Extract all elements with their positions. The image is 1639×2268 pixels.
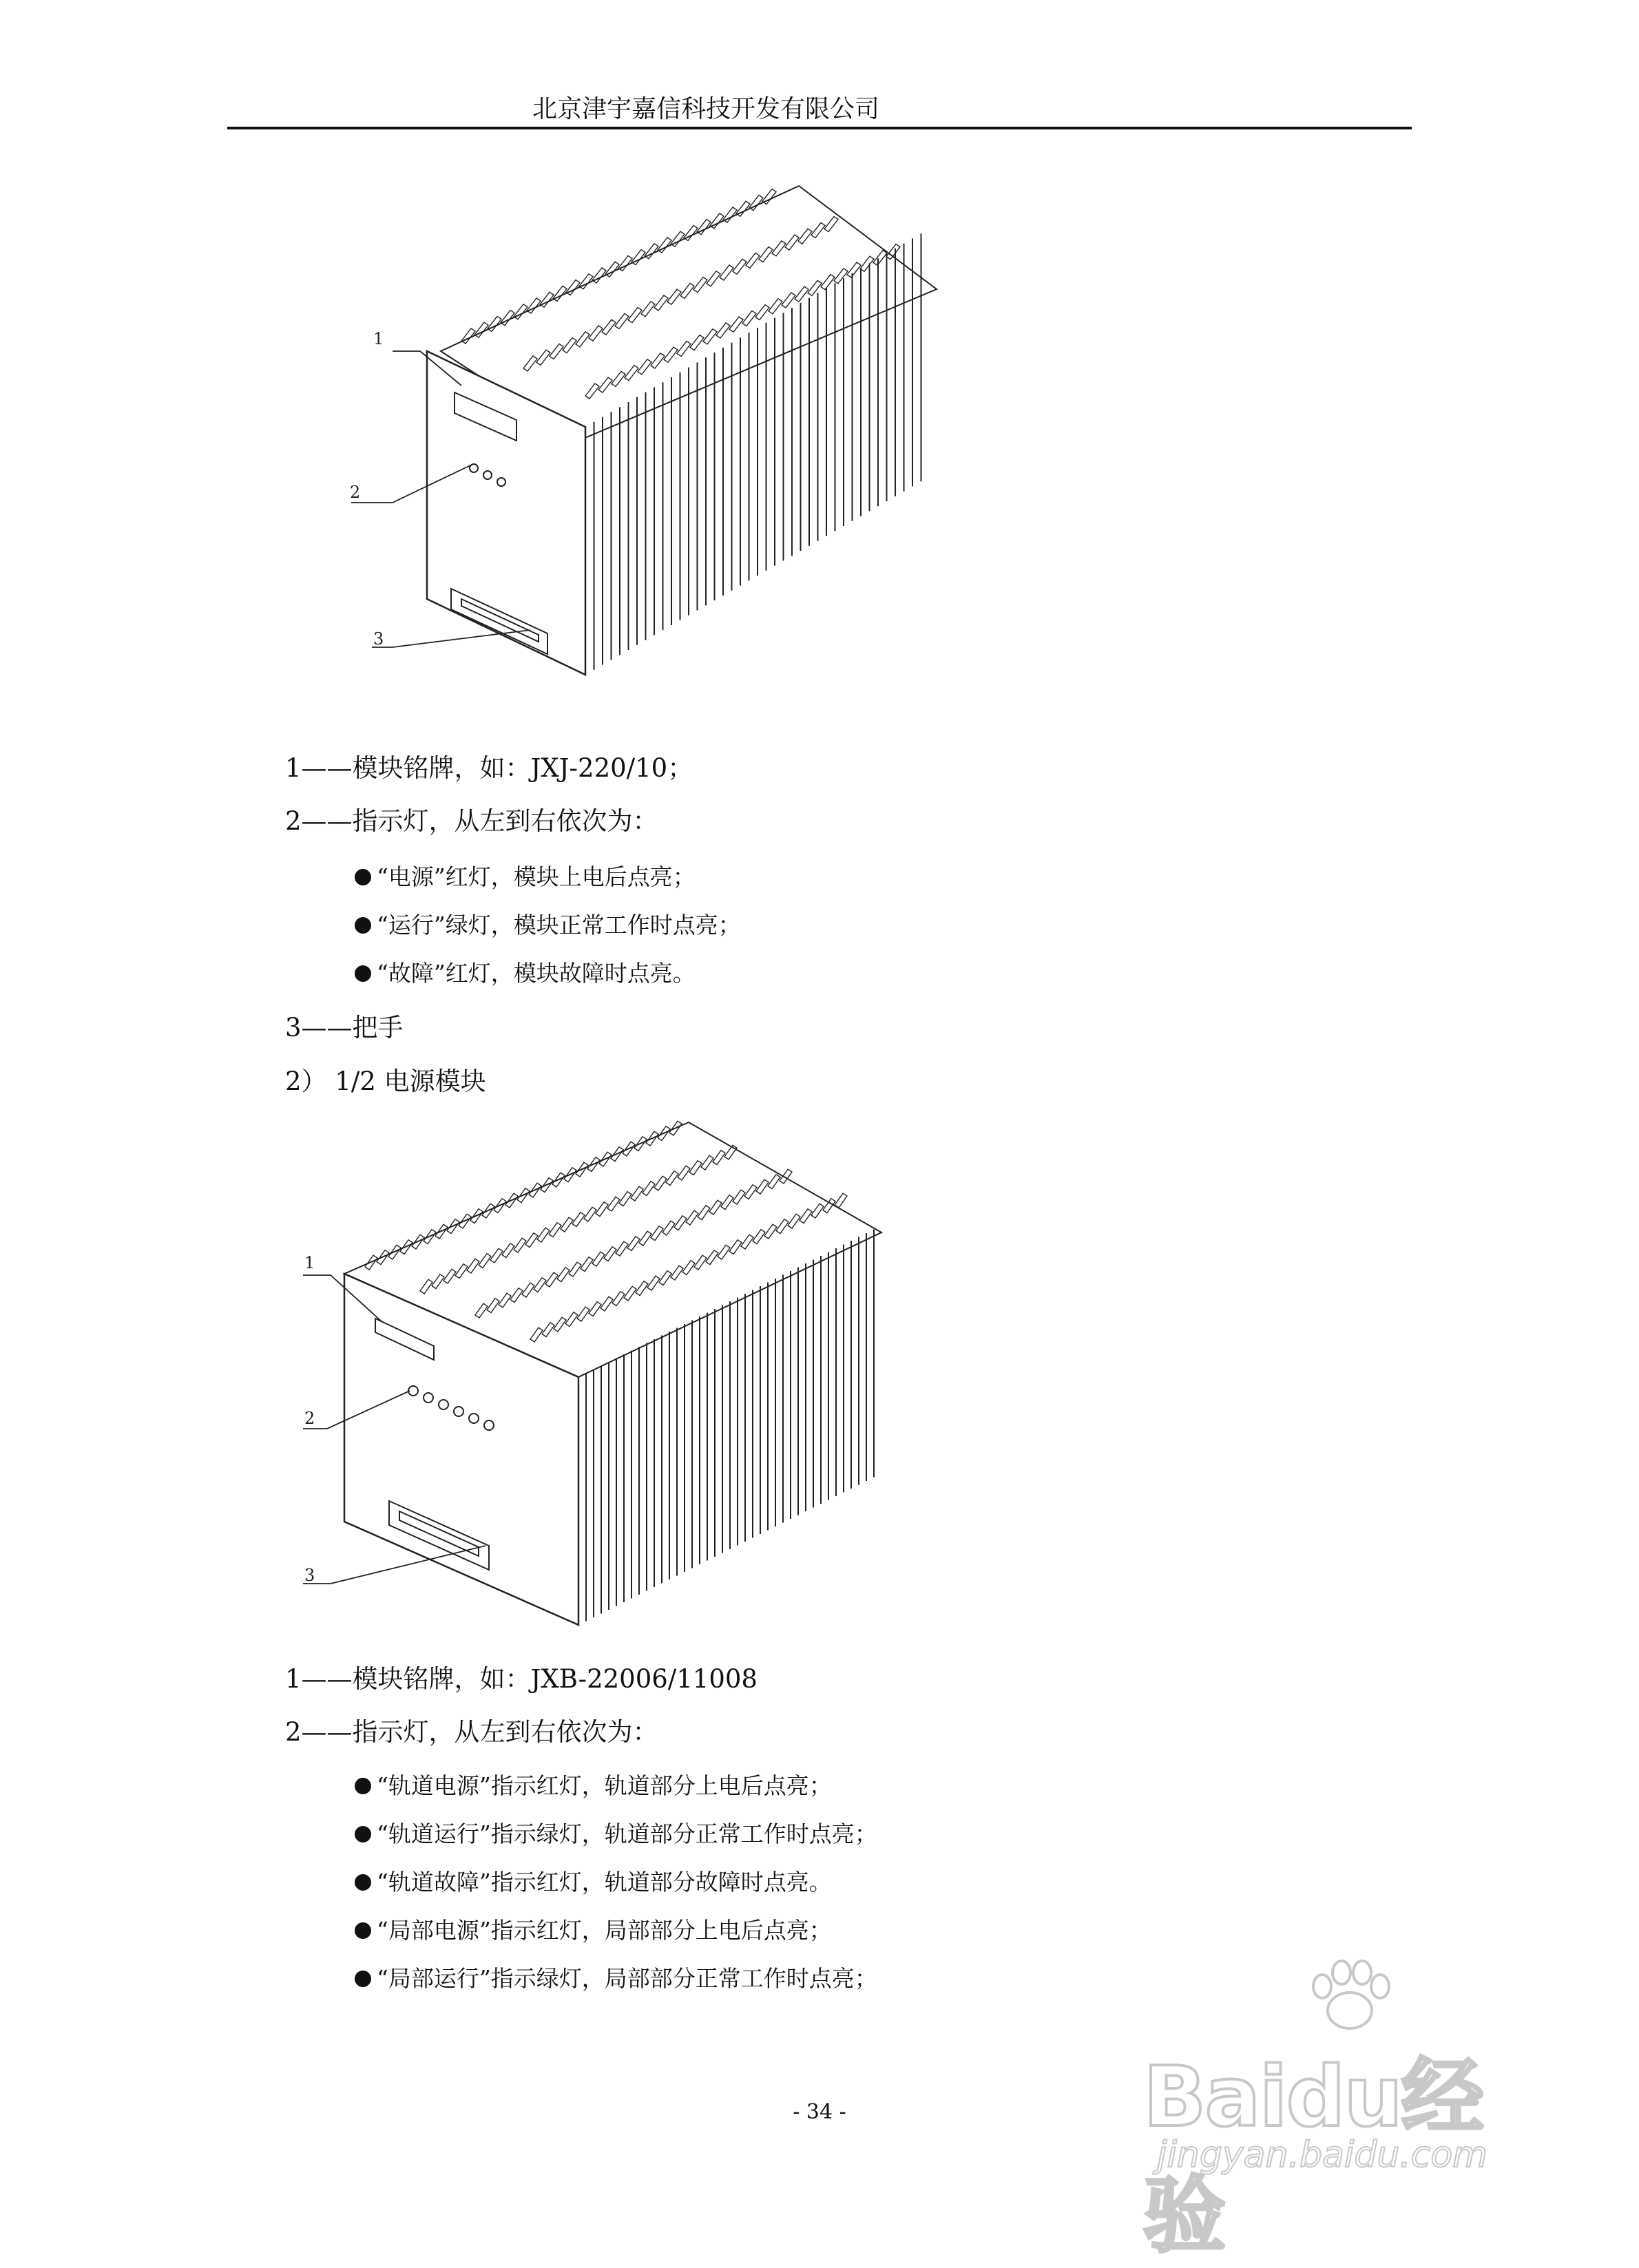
- baidu-jingyan-watermark: [1129, 1955, 1543, 2264]
- fig2-callout-2: 2: [304, 1409, 315, 1428]
- fig1-bullet-2: [355, 907, 741, 940]
- page-number: - 34 -: [793, 2100, 846, 2124]
- fig2-bullet-4-text: “局部电源”指示红灯，局部部分上电后点亮；: [377, 1917, 832, 1944]
- bullet-dot: [355, 1971, 371, 1987]
- fig2-bullet-1-text: “轨道电源”指示红灯，轨道部分上电后点亮；: [377, 1772, 832, 1799]
- bullet-dot: [355, 1874, 371, 1891]
- fig1-item-1: 1——模块铭牌，如：JXJ-220/10；: [285, 753, 693, 783]
- fig1-callout-2: 2: [350, 483, 361, 502]
- page-header-company: 北京津宇嘉信科技开发有限公司: [532, 95, 879, 123]
- watermark-brand: Baidu经验: [1143, 2050, 1483, 2264]
- header-divider: [227, 127, 1412, 129]
- fig2-bullet-5-text: “局部运行”指示绿灯，局部部分正常工作时点亮；: [377, 1965, 877, 1992]
- fig2-item-1: 1——模块铭牌，如：JXB-22006/11008: [285, 1664, 758, 1694]
- fig1-callout-3: 3: [373, 629, 384, 649]
- fig2-item-2: 2——指示灯，从左到右依次为：: [285, 1717, 658, 1747]
- fig2-bullet-2-text: “轨道运行”指示绿灯，轨道部分正常工作时点亮；: [377, 1820, 877, 1847]
- module-drawing-1: [350, 179, 909, 689]
- module-drawing-2: [289, 1115, 909, 1639]
- paw-icon: [1302, 1955, 1398, 2038]
- fig1-item-2: 2——指示灯，从左到右依次为：: [285, 806, 658, 836]
- section-heading-half-power-module: 2） 1/2 电源模块: [285, 1067, 486, 1096]
- fig1-callout-1: 1: [373, 329, 384, 348]
- watermark-url: jingyan.baidu.com: [1157, 2134, 1487, 2176]
- bullet-dot: [355, 917, 371, 934]
- fig1-bullet-1-text: “电源”红灯，模块上电后点亮；: [377, 863, 696, 890]
- bullet-dot: [355, 1826, 371, 1842]
- fig2-callout-1: 1: [304, 1253, 315, 1272]
- fig1-item-3: 3——把手: [285, 1013, 404, 1042]
- vent-slot: [835, 1193, 847, 1208]
- bullet-dot: [355, 1778, 371, 1794]
- fig2-bullet-4: [355, 1913, 832, 1945]
- fig2-bullet-5: [355, 1961, 877, 1993]
- fig1-bullet-2-text: “运行”绿灯，模块正常工作时点亮；: [377, 912, 741, 938]
- fig2-bullet-2: [355, 1816, 877, 1849]
- fig1-bullet-3-text: “故障”红灯，模块故障时点亮。: [377, 960, 696, 987]
- fig2-callout-3: 3: [304, 1566, 315, 1585]
- fig1-bullet-1: [355, 859, 696, 892]
- bullet-dot: [355, 965, 371, 982]
- bullet-dot: [355, 1922, 371, 1939]
- fig2-bullet-1: [355, 1768, 832, 1800]
- bullet-dot: [355, 869, 371, 885]
- fig1-bullet-3: [355, 956, 696, 988]
- fig2-bullet-3-text: “轨道故障”指示红灯，轨道部分故障时点亮。: [377, 1869, 832, 1896]
- fig2-bullet-3: [355, 1865, 832, 1897]
